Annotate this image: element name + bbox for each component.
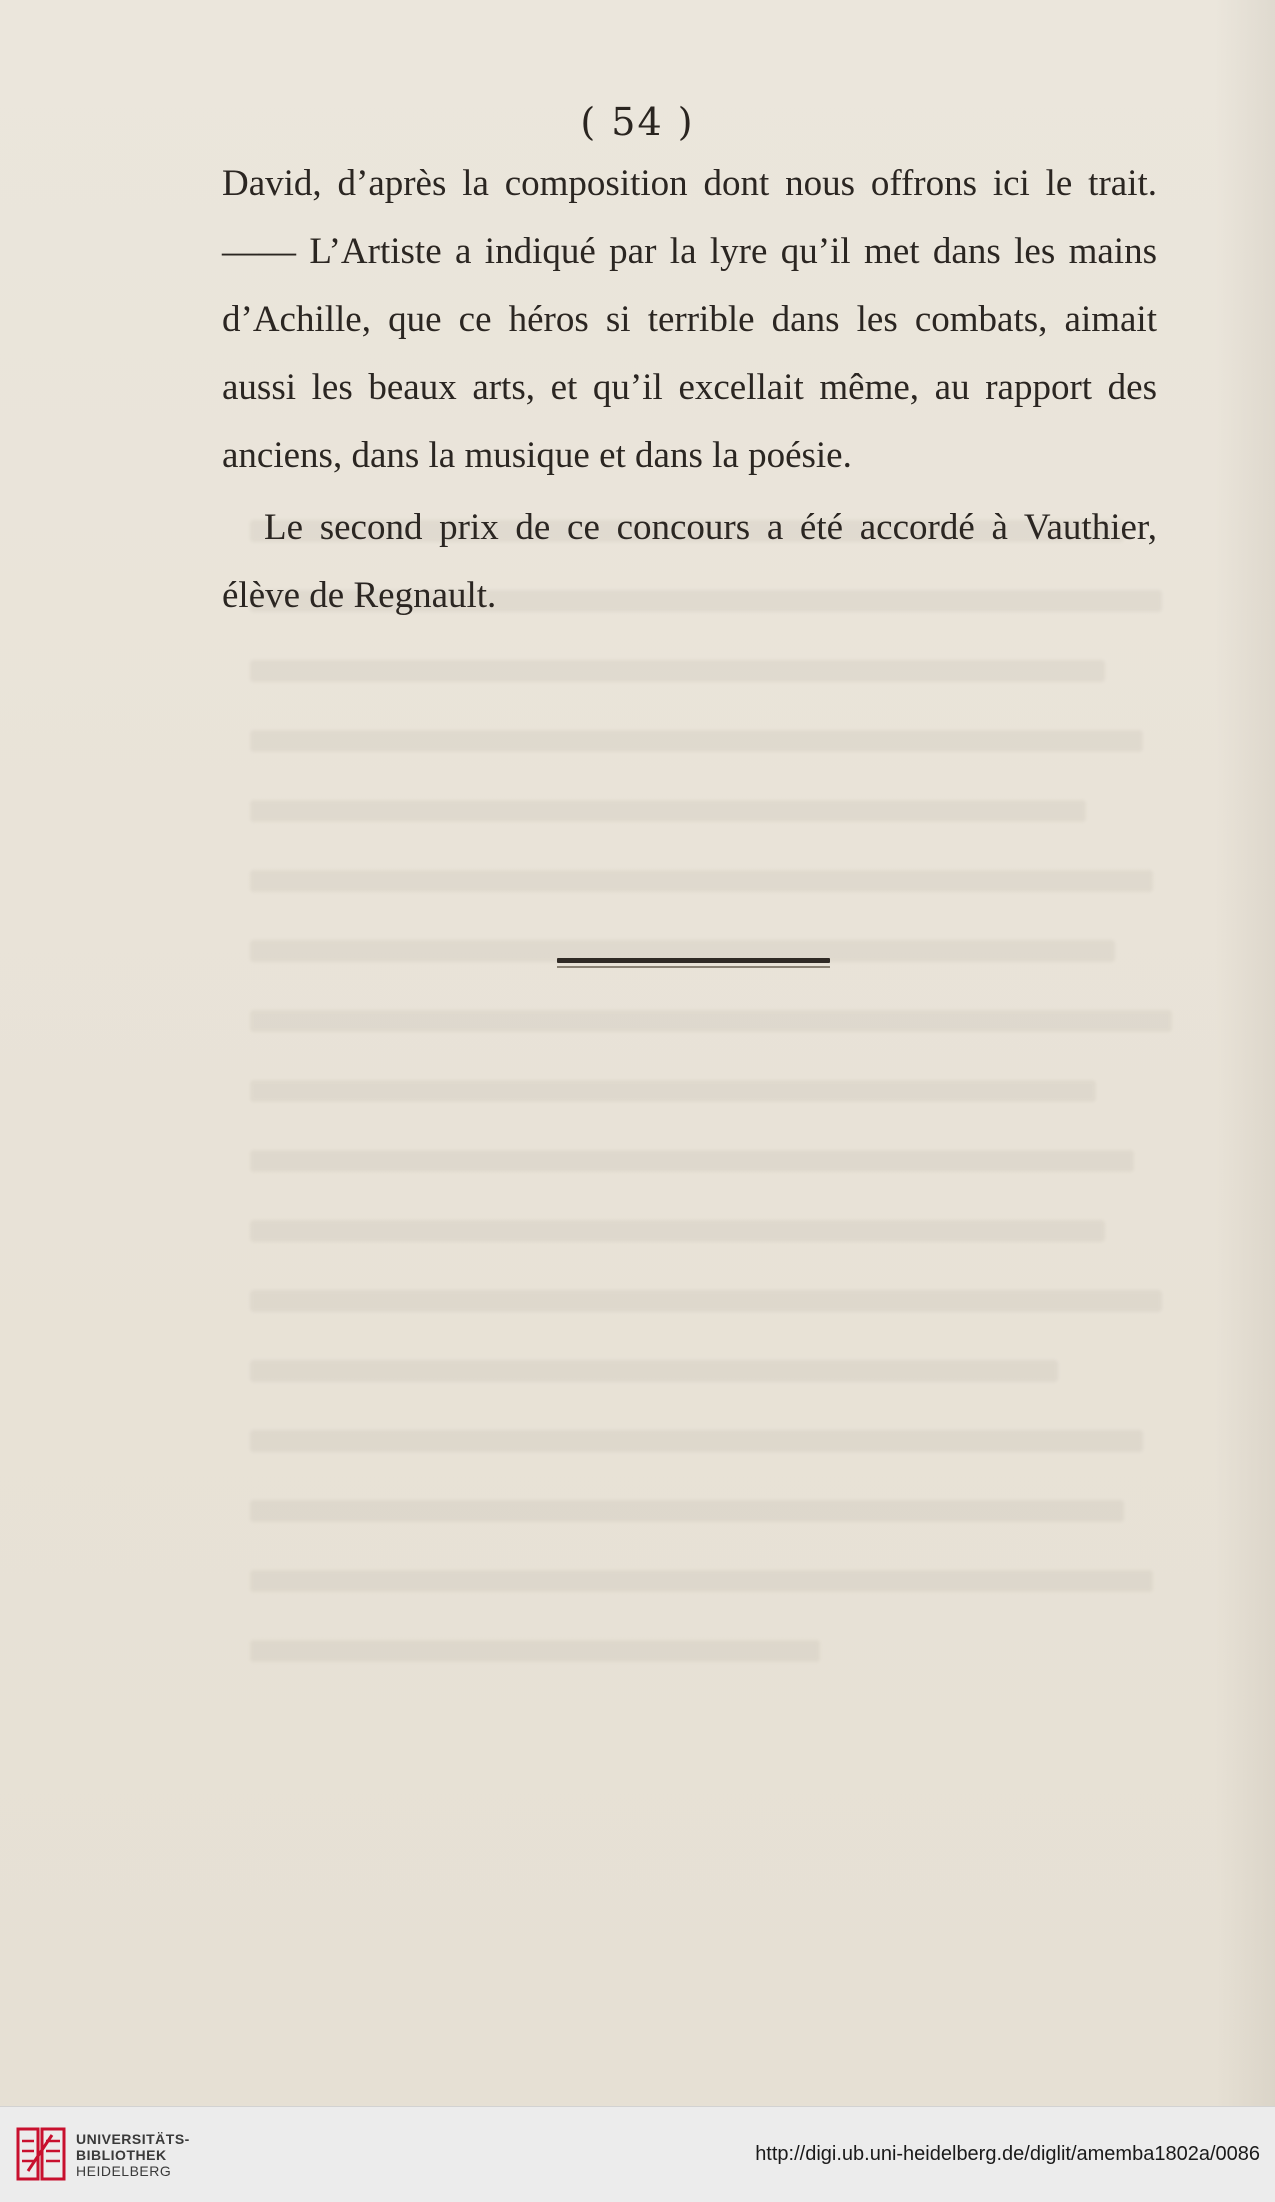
library-name-line-1: UNIVERSITÄTS- [76, 2131, 190, 2147]
section-divider-shadow [557, 966, 830, 968]
permalink-url[interactable]: http://digi.ub.uni-heidelberg.de/diglit/amemba1802a/0086 [755, 2143, 1260, 2165]
viewer-footer [0, 2106, 1275, 2202]
library-name-line-2: BIBLIOTHEK [76, 2147, 167, 2163]
paragraph-1: David, d’après la composition dont nous offrons ici le trait. —— L’Artiste a indiqué par la lyre qu’il met dans les mains d’Achille, que ce héros si terrible dans les combats, aimait aussi les beaux arts, et qu’il excellait même, au rapport des anciens, dans la musique et dans la poésie. [222, 163, 1157, 476]
university-library-logo-icon [12, 2123, 70, 2185]
library-name [76, 2131, 190, 2179]
show-through-text [250, 520, 1200, 1820]
paragraph-2: Le second prix de ce concours a été accordé à Vauthier, élève de Regnault. [222, 507, 1157, 616]
library-name-line-3: HEIDELBERG [76, 2163, 172, 2179]
page-number: ( 54 ) [580, 100, 695, 144]
section-divider [557, 958, 830, 963]
body-text [222, 150, 1157, 630]
